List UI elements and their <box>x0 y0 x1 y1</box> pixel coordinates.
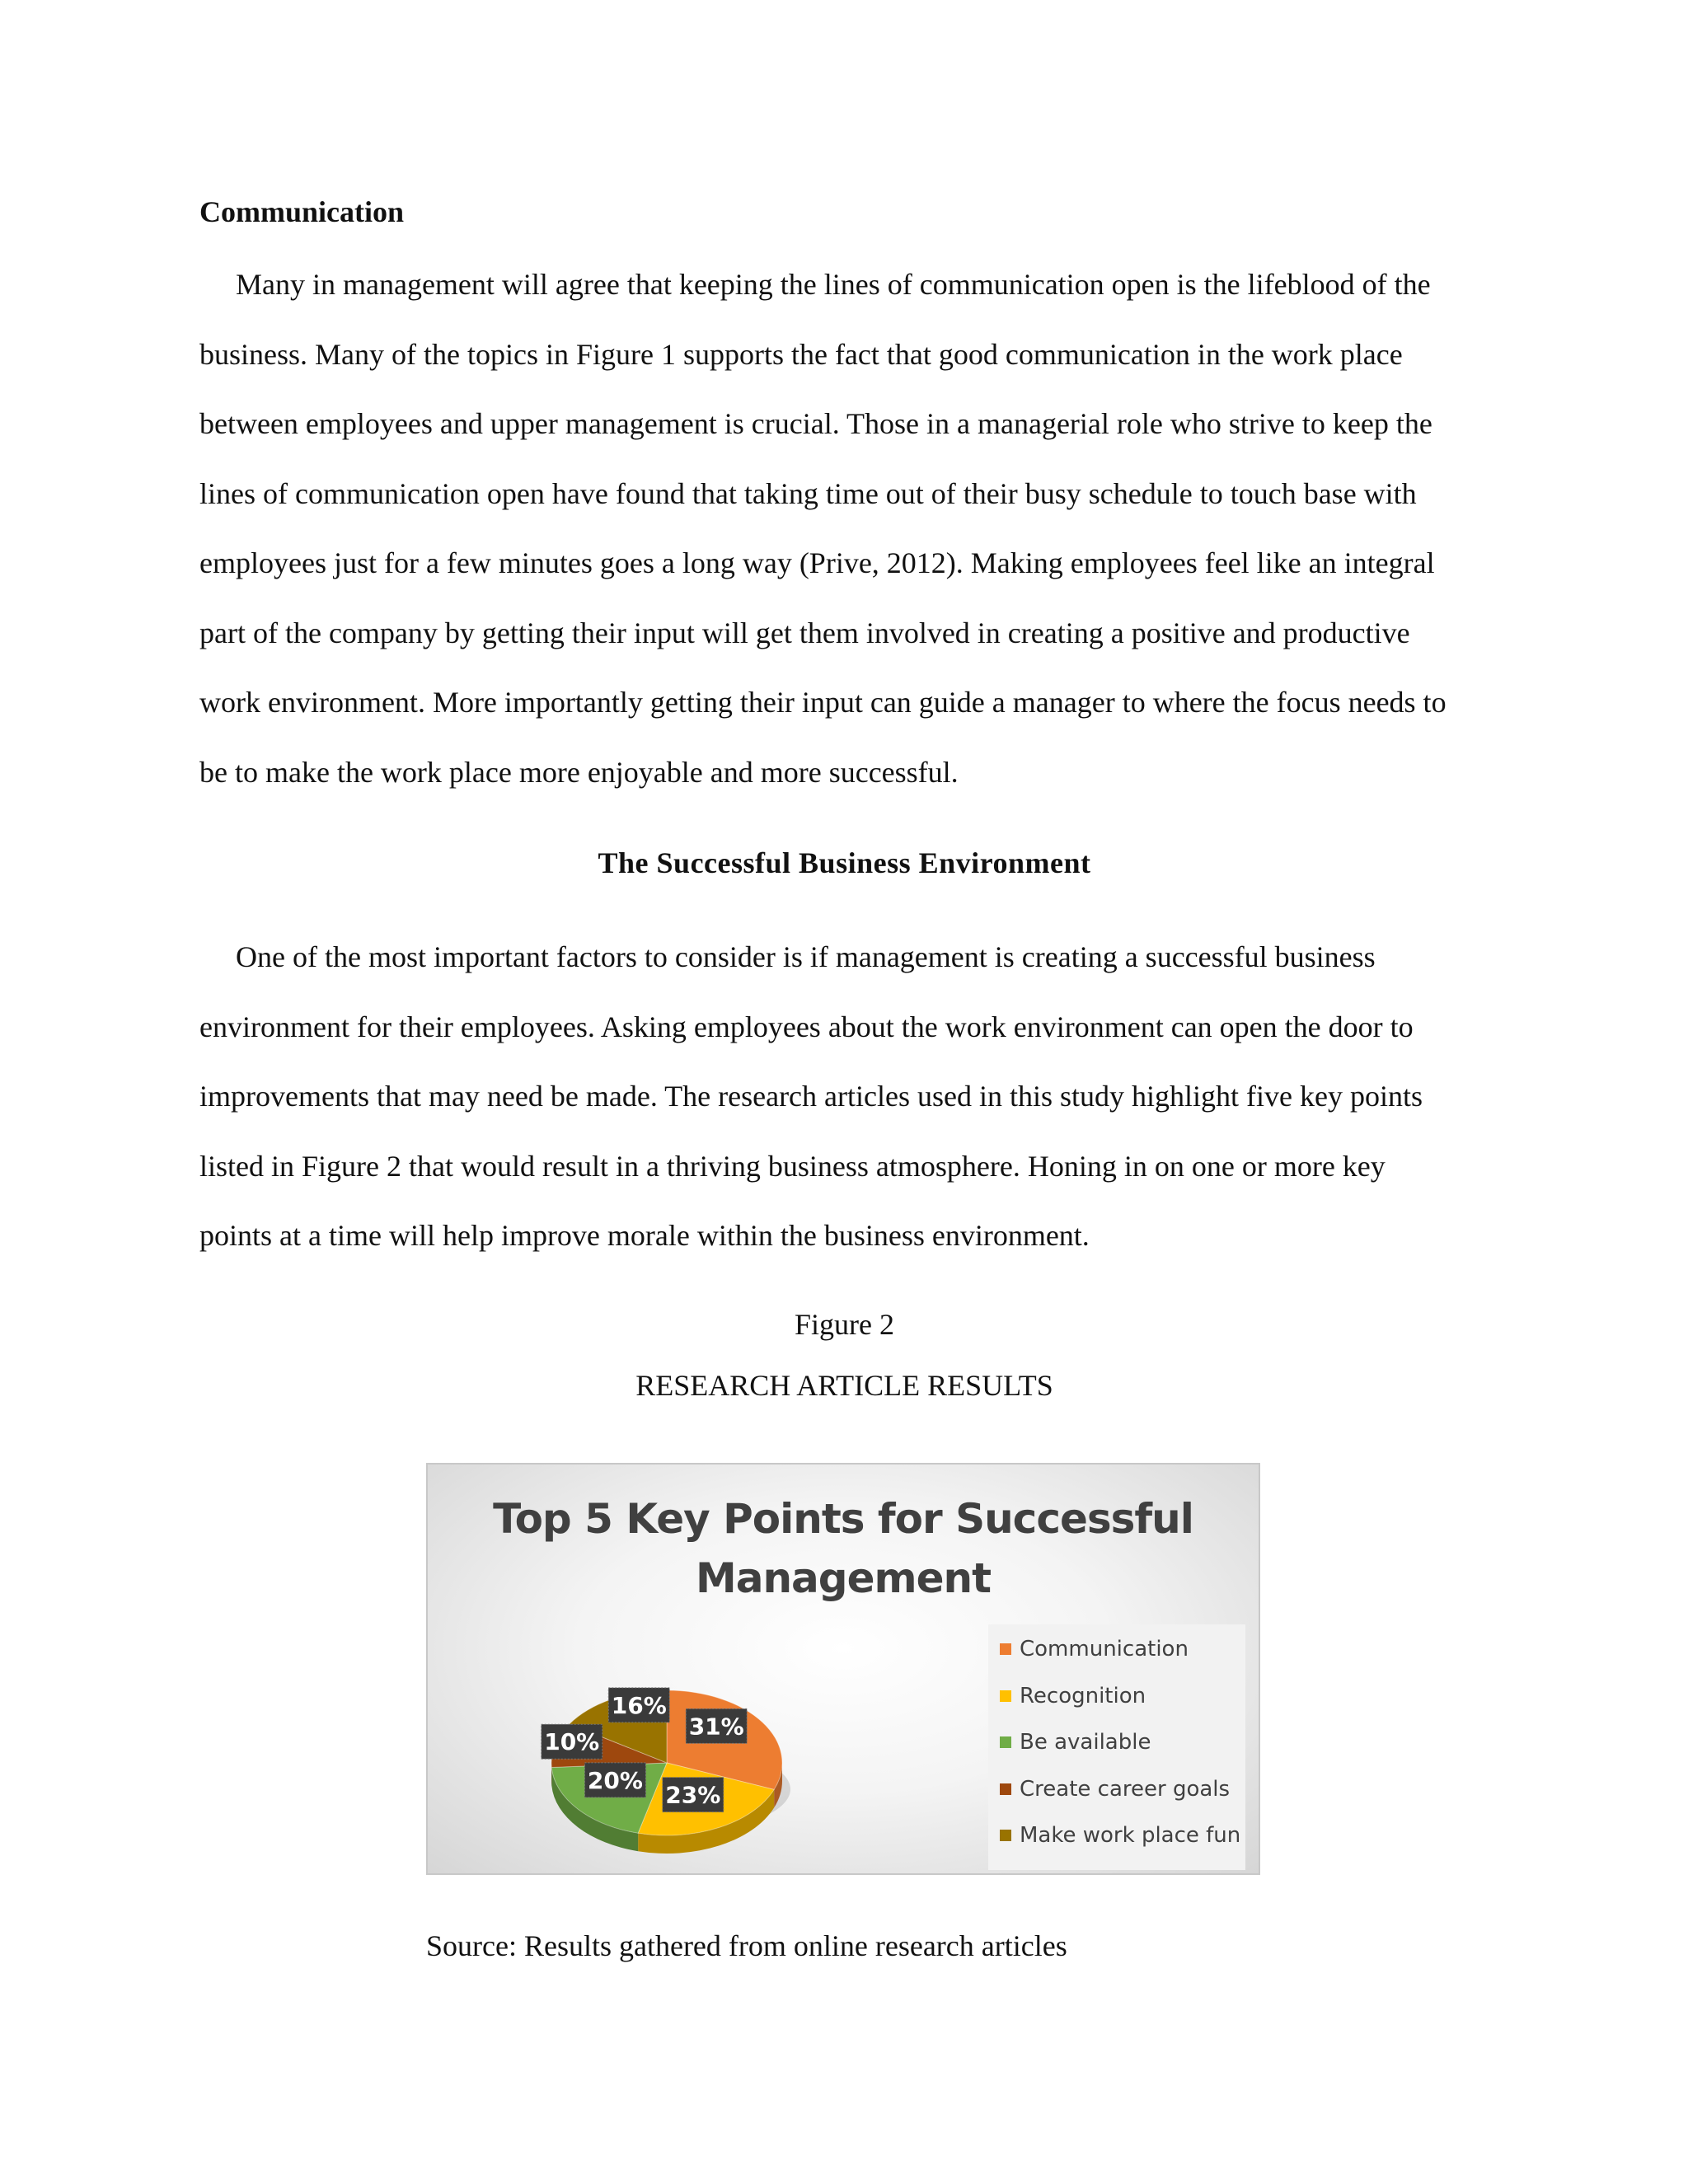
legend-item <box>1000 1819 1240 1852</box>
pie-chart <box>426 1463 1260 1875</box>
text-line: employees just for a few minutes goes a long way (Prive, 2012). Making employees feel like an integral <box>199 546 1435 579</box>
legend-swatch <box>1000 1643 1011 1655</box>
text-line: part of the company by getting their input will get them involved in creating a positive and productive <box>199 616 1410 649</box>
legend-label: Make work place fun <box>1020 1823 1241 1848</box>
legend-swatch <box>1000 1830 1011 1841</box>
data-label <box>663 1778 724 1812</box>
text-line: environment for their employees. Asking employees about the work environment can open the door to <box>199 1010 1414 1043</box>
paragraph-business-environment <box>199 922 1493 1271</box>
data-label <box>686 1708 747 1743</box>
legend-item <box>1000 1680 1146 1713</box>
chart-title-line: Top 5 Key Points for Successful <box>493 1495 1193 1543</box>
data-label-text: 16% <box>611 1691 667 1719</box>
text-line: Many in management will agree that keeping the lines of communication open is the lifeblood of the <box>236 268 1431 301</box>
data-label <box>608 1688 669 1722</box>
figure-number: Figure 2 <box>795 1308 894 1341</box>
section-heading: Communication <box>199 195 405 228</box>
legend-label: Communication <box>1020 1637 1189 1661</box>
legend-item <box>1000 1633 1189 1666</box>
text-line: listed in Figure 2 that would result in a thriving business atmosphere. Honing in on one or more key <box>199 1149 1386 1183</box>
text-line: improvements that may need be made. The research articles used in this study highlight five key points <box>199 1080 1423 1113</box>
data-label-text: 23% <box>665 1781 721 1809</box>
chart-title-line: Management <box>695 1554 992 1602</box>
legend-swatch <box>1000 1690 1011 1702</box>
legend-label: Create career goals <box>1020 1776 1231 1802</box>
text-line: One of the most important factors to consider is if management is creating a successful business <box>236 940 1376 973</box>
legend-label: Recognition <box>1020 1683 1146 1708</box>
text-line: work environment. More importantly getting their input can guide a manager to where the focus needs to <box>199 686 1447 719</box>
text-line: lines of communication open have found that taking time out of their busy schedule to touch base with <box>199 476 1417 510</box>
data-label-text: 20% <box>587 1766 643 1794</box>
legend-swatch <box>1000 1736 1011 1748</box>
data-label-text: 31% <box>688 1713 744 1741</box>
chart-legend <box>988 1624 1245 1870</box>
legend-swatch <box>1000 1783 1011 1795</box>
subheading: The Successful Business Environment <box>598 846 1091 879</box>
data-label-text: 10% <box>544 1728 600 1756</box>
legend-item <box>1000 1773 1230 1806</box>
figure-title: RESEARCH ARTICLE RESULTS <box>635 1369 1053 1402</box>
legend-label: Be available <box>1020 1730 1151 1755</box>
paragraph-communication <box>199 250 1493 807</box>
text-line: points at a time will help improve morale within the business environment. <box>199 1219 1090 1252</box>
legend-item <box>1000 1726 1151 1759</box>
figure-source: Source: Results gathered from online research articles <box>426 1929 1067 1962</box>
text-line: business. Many of the topics in Figure 1 supports the fact that good communication in the work place <box>199 337 1403 371</box>
text-line: between employees and upper management is crucial. Those in a managerial role who strive to keep the <box>199 407 1432 440</box>
text-line: be to make the work place more enjoyable and more successful. <box>199 755 959 789</box>
data-label <box>542 1724 603 1759</box>
data-label <box>584 1763 645 1797</box>
